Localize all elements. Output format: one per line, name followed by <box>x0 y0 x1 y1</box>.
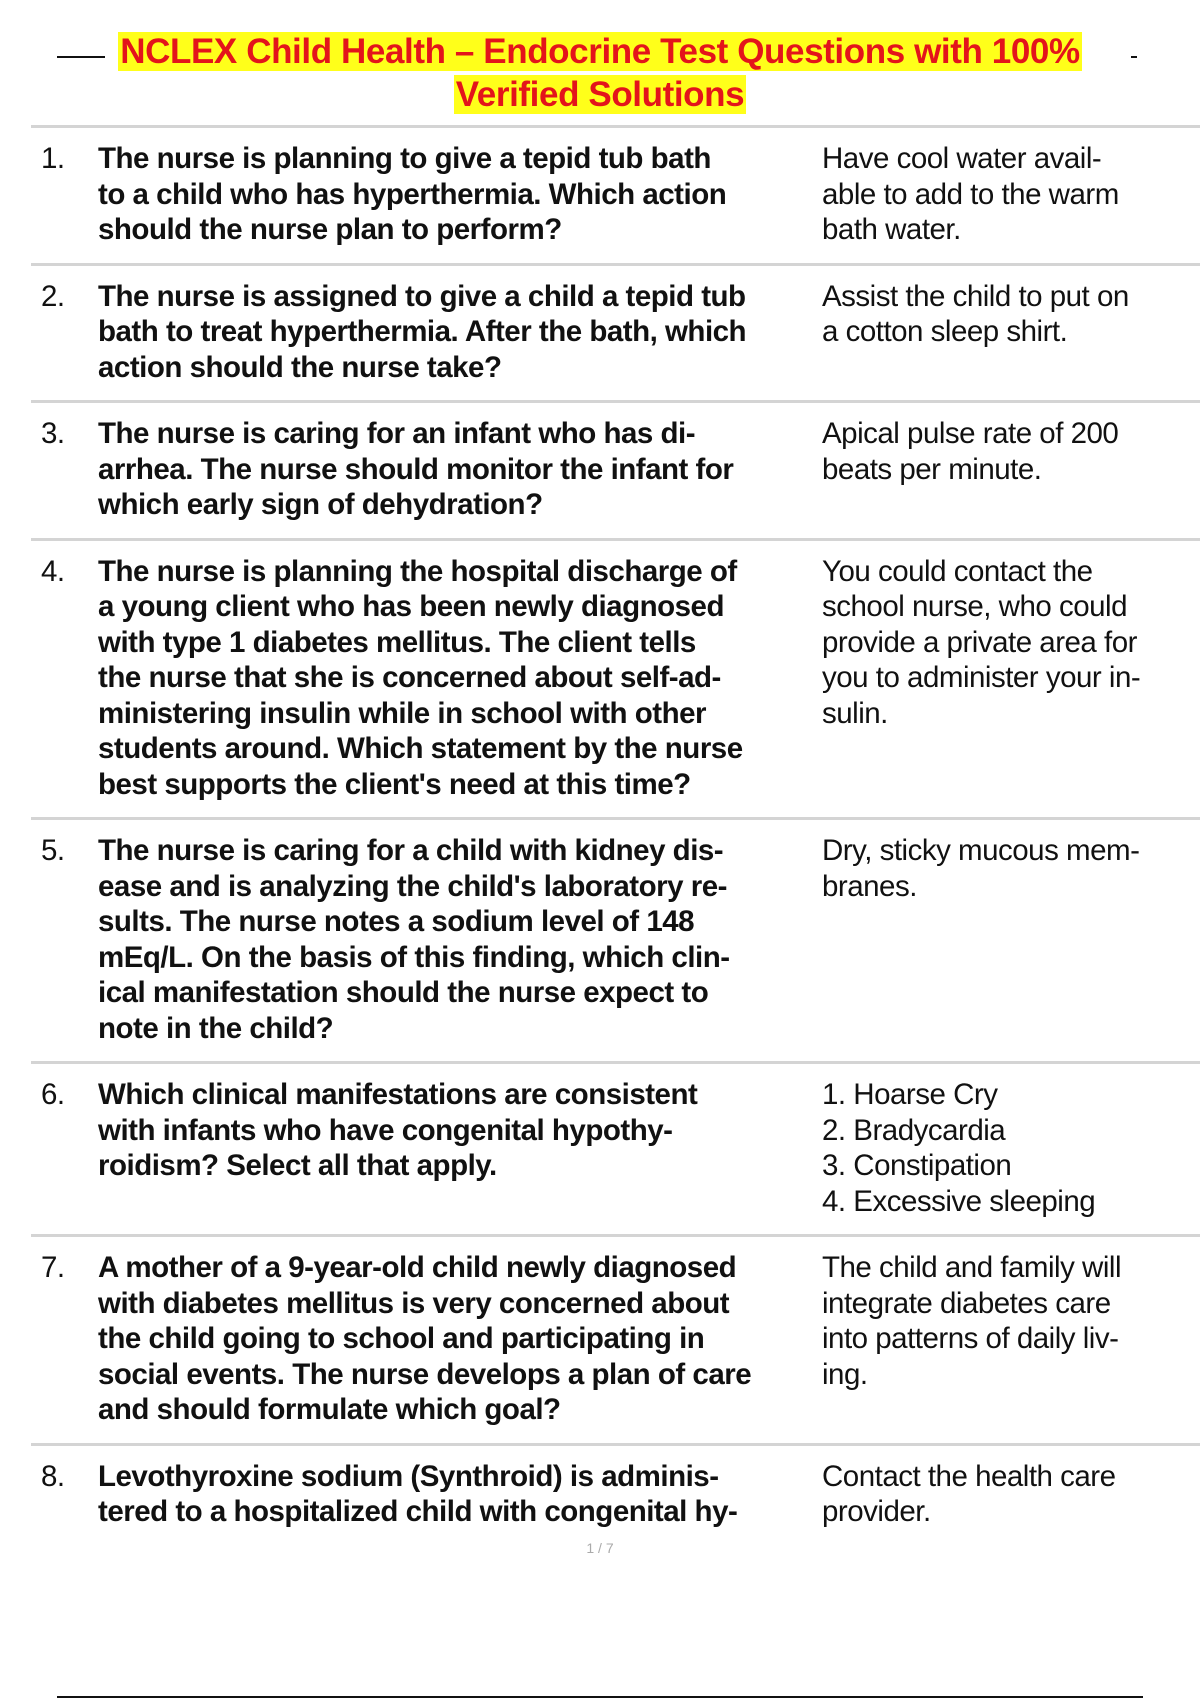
answer-text <box>822 416 1200 523</box>
page-bottom-rule <box>57 1696 1143 1698</box>
answer-text <box>822 1459 1200 1530</box>
question-line: Which clinical manifestations are consistent <box>98 1078 698 1111</box>
qa-row <box>31 817 1200 1061</box>
qa-row <box>31 538 1200 818</box>
question-number: 3. <box>41 417 65 450</box>
question-text <box>98 141 822 248</box>
question-line: best supports the client's need at this time? <box>98 767 691 801</box>
question-line: which early sign of dehydration? <box>98 488 543 521</box>
question-text <box>98 416 822 523</box>
answer-line: a cotton sleep shirt. <box>822 315 1068 348</box>
answer-line: integrate diabetes care <box>822 1286 1111 1320</box>
question-line: Levothyroxine sodium (Synthroid) is adminis- <box>98 1459 719 1493</box>
answer-line: 1. Hoarse Cry <box>822 1078 998 1111</box>
question-number: 7. <box>41 1251 65 1284</box>
answer-line: you to administer your in- <box>822 661 1141 694</box>
question-line: The nurse is planning to give a tepid tub bath <box>98 142 711 175</box>
question-line: A mother of a 9-year-old child newly diagnosed <box>98 1251 737 1284</box>
question-number: 6. <box>41 1078 65 1111</box>
qa-row <box>31 1234 1200 1443</box>
answer-line: 4. Excessive sleeping <box>822 1184 1096 1218</box>
question-line: The nurse is caring for a child with kidney dis- <box>98 834 724 867</box>
question-text <box>98 554 822 803</box>
answer-line: bath water. <box>822 213 961 246</box>
question-text <box>98 1077 822 1219</box>
question-line: arrhea. The nurse should monitor the infant for <box>98 452 734 486</box>
answer-line: You could contact the <box>822 554 1093 588</box>
answer-text <box>822 1077 1200 1219</box>
title-line-2: Verified Solutions <box>455 75 745 114</box>
qa-row <box>31 400 1200 538</box>
question-line: ical manifestation should the nurse expect to <box>98 976 709 1009</box>
answer-line: provide a private area for <box>822 625 1137 659</box>
answer-text <box>822 1250 1200 1428</box>
question-line: tered to a hospitalized child with congenital hy- <box>98 1495 738 1528</box>
answer-line: Contact the health care <box>822 1459 1116 1493</box>
document-title <box>0 30 1200 116</box>
question-line: roidism? Select all that apply. <box>98 1149 497 1182</box>
question-line: with type 1 diabetes mellitus. The client tells <box>98 625 696 659</box>
question-text <box>98 833 822 1046</box>
question-line: sults. The nurse notes a sodium level of 148 <box>98 905 695 938</box>
answer-line: The child and family will <box>822 1251 1122 1284</box>
question-text <box>98 1250 822 1428</box>
question-line: social events. The nurse develops a plan of care <box>98 1357 752 1391</box>
qa-row <box>31 1443 1200 1545</box>
question-line: ease and is analyzing the child's laboratory re- <box>98 869 727 903</box>
question-number: 4. <box>41 554 65 588</box>
answer-line: ing. <box>822 1357 868 1391</box>
answer-text <box>822 833 1200 1046</box>
answer-line: provider. <box>822 1495 931 1528</box>
qa-row <box>31 263 1200 401</box>
question-line: to a child who has hyperthermia. Which action <box>98 177 727 211</box>
question-line: note in the child? <box>98 1011 334 1045</box>
page-indicator: 1 / 7 <box>586 1540 614 1556</box>
qa-row <box>31 125 1200 263</box>
question-line: ministering insulin while in school with other <box>98 696 707 730</box>
question-number: 8. <box>41 1459 65 1493</box>
question-line: The nurse is assigned to give a child a tepid tub <box>98 279 746 313</box>
answer-text <box>822 554 1200 803</box>
answer-line: Assist the child to put on <box>822 279 1129 313</box>
answer-line: Dry, sticky mucous mem- <box>822 834 1140 867</box>
question-text <box>98 279 822 386</box>
question-line: the nurse that she is concerned about self-ad- <box>98 661 721 694</box>
question-line: mEq/L. On the basis of this finding, which clin- <box>98 940 730 974</box>
answer-line: 3. Constipation <box>822 1149 1012 1182</box>
question-text <box>98 1459 822 1530</box>
answer-line: branes. <box>822 869 917 903</box>
question-line: should the nurse plan to perform? <box>98 213 562 246</box>
question-number: 5. <box>41 834 65 867</box>
question-line: action should the nurse take? <box>98 350 502 384</box>
question-line: The nurse is caring for an infant who has di- <box>98 417 696 450</box>
answer-line: sulin. <box>822 696 888 730</box>
answer-line: beats per minute. <box>822 452 1042 486</box>
answer-line: Apical pulse rate of 200 <box>822 417 1119 450</box>
answer-line: Have cool water avail- <box>822 142 1102 175</box>
answer-line: school nurse, who could <box>822 590 1127 623</box>
title-line-1: NCLEX Child Health – Endocrine Test Questions with 100% <box>120 32 1080 71</box>
question-number: 1. <box>41 142 65 175</box>
question-line: The nurse is planning the hospital discharge of <box>98 554 737 588</box>
qa-row <box>31 1061 1200 1234</box>
answer-line: able to add to the warm <box>822 177 1119 211</box>
question-line: bath to treat hyperthermia. After the bath, which <box>98 315 747 348</box>
question-answer-table <box>31 125 1200 1545</box>
question-line: a young client who has been newly diagnosed <box>98 590 724 623</box>
answer-line: 2. Bradycardia <box>822 1113 1006 1147</box>
answer-text <box>822 279 1200 386</box>
question-line: and should formulate which goal? <box>98 1393 561 1426</box>
question-line: with diabetes mellitus is very concerned about <box>98 1286 730 1320</box>
question-line: with infants who have congenital hypothy- <box>98 1113 673 1147</box>
question-line: students around. Which statement by the nurse <box>98 732 743 765</box>
question-line: the child going to school and participating in <box>98 1322 705 1355</box>
answer-text <box>822 141 1200 248</box>
answer-line: into patterns of daily liv- <box>822 1322 1119 1355</box>
question-number: 2. <box>41 279 65 313</box>
